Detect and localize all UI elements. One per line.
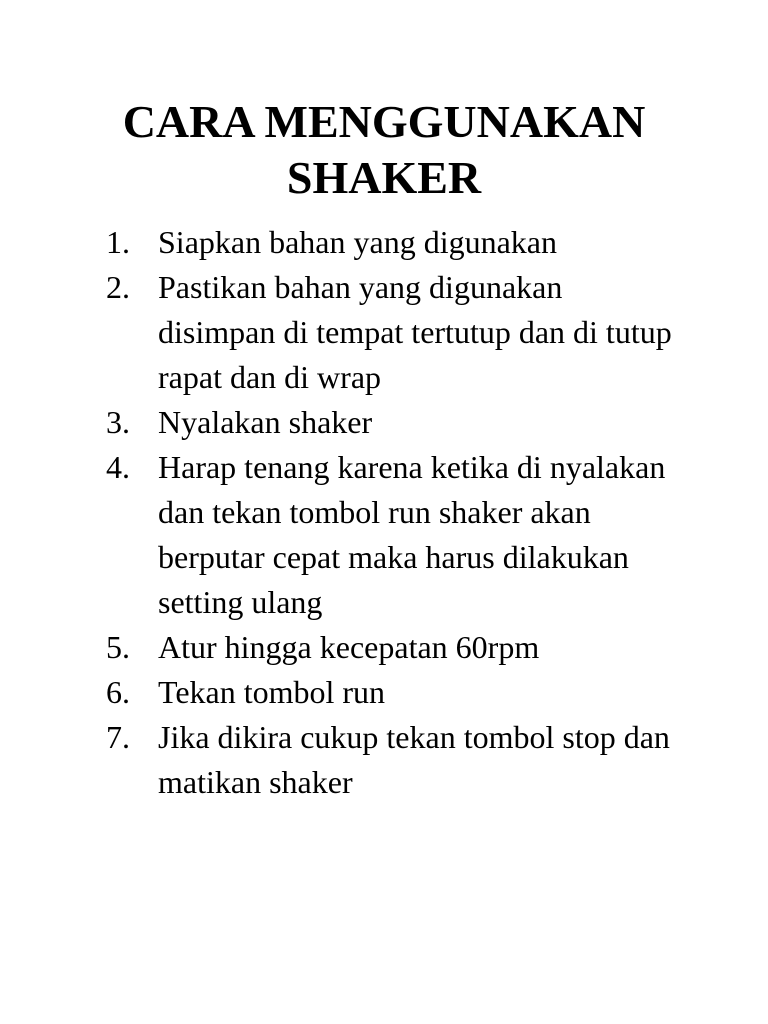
step-text: Pastikan bahan yang digunakan disimpan di tempat tertutup dan di tutup rapat dan di wrap <box>158 269 672 395</box>
step-text: Tekan tombol run <box>158 674 386 710</box>
list-item <box>106 715 686 805</box>
list-item <box>106 400 686 445</box>
step-text: Atur hingga kecepatan 60rpm <box>158 629 540 665</box>
list-item <box>106 265 686 400</box>
step-text: Harap tenang karena ketika di nyalakan dan tekan tombol run shaker akan berputar cepat maka harus dilakukan setting ulang <box>158 449 666 620</box>
step-number: 7. <box>106 719 130 755</box>
step-text: Nyalakan shaker <box>158 404 373 440</box>
step-number: 4. <box>106 449 130 485</box>
step-number: 2. <box>106 269 130 305</box>
list-item <box>106 625 686 670</box>
title-line-2: SHAKER <box>286 152 482 203</box>
step-number: 3. <box>106 404 130 440</box>
step-number: 6. <box>106 674 130 710</box>
step-number: 1. <box>106 224 130 260</box>
step-text: Jika dikira cukup tekan tombol stop dan matikan shaker <box>158 719 670 800</box>
title-line-1: CARA MENGGUNAKAN <box>122 96 646 147</box>
steps-list <box>106 220 686 805</box>
step-text: Siapkan bahan yang digunakan <box>158 224 557 260</box>
page-title <box>0 94 768 206</box>
list-item <box>106 670 686 715</box>
step-number: 5. <box>106 629 130 665</box>
list-item <box>106 445 686 625</box>
list-item <box>106 220 686 265</box>
